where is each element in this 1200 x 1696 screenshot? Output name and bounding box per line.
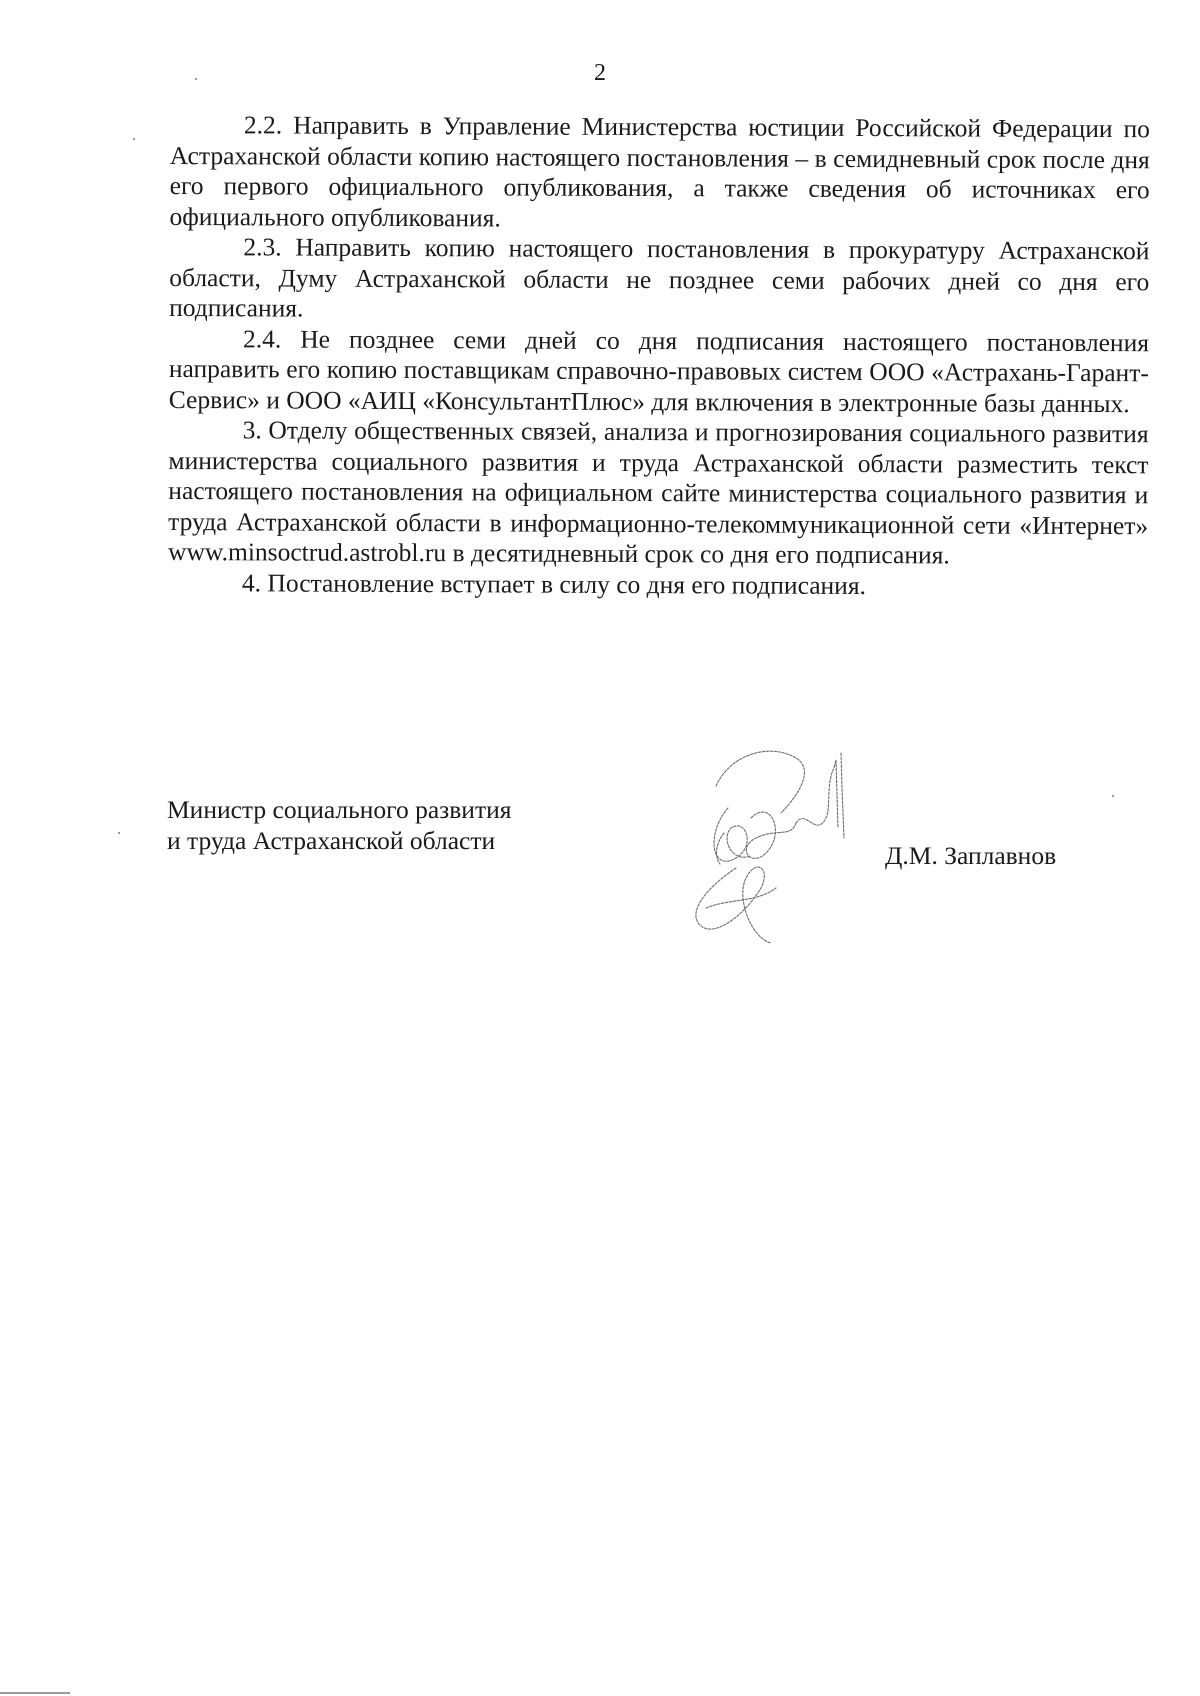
- scan-artifact-dot: [1112, 795, 1114, 797]
- scan-artifact-dot: [195, 78, 197, 80]
- signatory-position: [167, 795, 511, 856]
- document-body: [168, 110, 1150, 602]
- paragraph-2-4: 2.4. Не позднее семи дней со дня подписания настоящего постановления направить его копию поставщикам справочно-правовых систем ООО «Астрахань-Гарант-Сервис» и ООО «АИЦ «КонсультантПлюс» для включения в электронные базы данных.: [168, 323, 1150, 418]
- position-line-2: и труда Астраханской области: [167, 825, 496, 855]
- handwritten-signature: [676, 738, 876, 948]
- paragraph-2-3: 2.3. Направить копию настоящего постановления в прокуратуру Астраханской области, Думу Астраханской области не позднее семи рабочих дней со дня его подписания.: [169, 232, 1150, 323]
- scan-artifact-dot: [133, 138, 135, 140]
- scan-artifact-line: [0, 1692, 70, 1694]
- paragraph-4: 4. Постановление вступает в силу со дня его подписания.: [241, 567, 867, 600]
- page-number: 2: [594, 60, 606, 86]
- paragraph-3: 3. Отделу общественных связей, анализа и прогнозирования социального развития министерства социального развития и труда Астраханской области разместить текст настоящего постановления на официальном сайте министерства социального развития и труда Астраханской области в информационно-телекоммуникационной сети «Интернет» www.minsoctrud.astrobl.ru в десятидневный срок со дня его подписания.: [168, 415, 1149, 570]
- paragraph-2-2: 2.2. Направить в Управление Министерства юстиции Российской Федерации по Астраханской области копию настоящего постановления – в семидневный срок после дня его первого официального опубликования, а также сведения об источниках его официального опубликования.: [169, 110, 1150, 232]
- position-line-1: Министр социального развития: [167, 795, 512, 824]
- signer-name: Д.М. Заплавнов: [885, 841, 1057, 870]
- scan-artifact-dot: [118, 832, 120, 834]
